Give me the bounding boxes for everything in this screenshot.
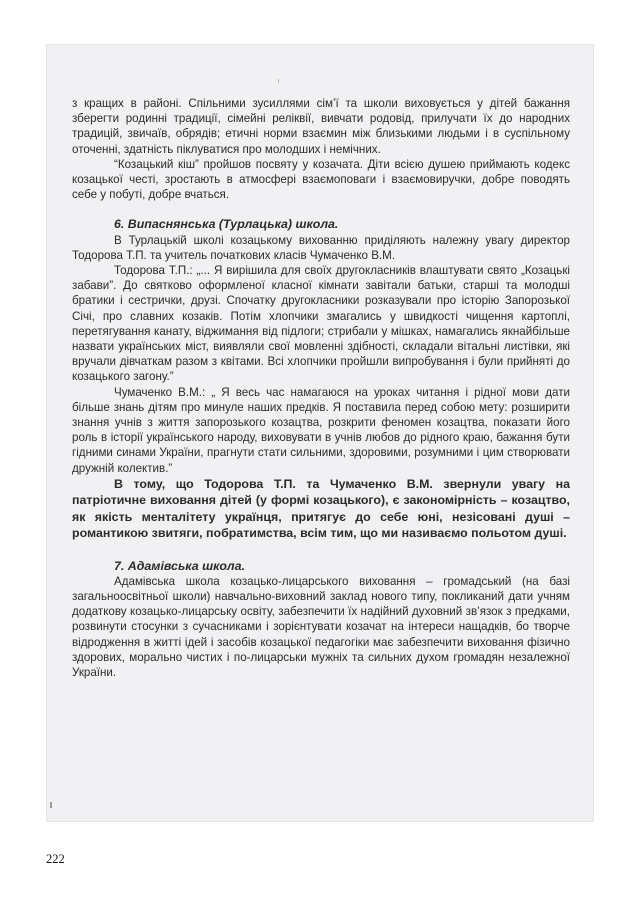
paragraph-todorova-quote: Тодорова Т.П.: „... Я вирішила для своїх другокласників влаштувати свято „Козацькі забави”. До святково оформленої класної кімнати завітали батьки, старші та молодші братики і сестрички, друзі. Спочатку другокласники розказували про історію Запорозької Січі, про славних козаків. Потім хлопчики змагались у швидкості чищення картоплі, перетягування канату, віджимання від підлоги; стрибали у мішках, намагались якнайбільше назвати українських міст, виявляли свої мовленні здібності, складали вітальні листівки, які вручали дівчаткам разом з квітами. Всі хлопчики пройшли випробування і були прийняті до козацького загону.” — [72, 264, 570, 384]
scan-artifact — [278, 79, 279, 83]
paragraph-adamivska: Адамівська школа козацько-лицарського виховання – громадський (на базі загальноосвітньої школи) навчально-виховний заклад нового типу, покликаний дати учням додаткову козацько-лицарську освіту, забезпечити їх надійний духовний зв’язок з предками, розвинути стосунки з сучасниками і зорієнтувати козачат на інтереси нащадків, бо творче відродження в житті ідей і засобів козацької педагогіки має забезпечити виховання фізично здорових, морально чистих і по-лицарськи мужніх та сильних духом громадян незалежної України. — [72, 574, 570, 679]
section-heading-vypasnianska: 6. Випаснянська (Турлацька) школа. — [114, 217, 339, 232]
scan-artifact-mark — [50, 802, 52, 808]
paragraph-turlatska: В Турлацькій школі козацькому вихованню приділяють належну увагу директор Тодорова Т.П. та учитель початкових класів Чумаченко В.М. — [72, 233, 570, 262]
section-heading-adamivska: 7. Адамівська школа. — [114, 558, 245, 573]
paragraph-intro: з кращих в районі. Спільними зусиллями сім’ї та школи виховується у дітей бажання зберегти родинні традиції, сімейні реліквії, вивчати родовід, прилучати їх до народних традицій, звичаїв, обрядів; етичні норми взаємин між близькими людьми і в суспільному оточенні, здатність піклуватися про молодших і немічних. — [72, 97, 570, 156]
paragraph-kozatskyi-kish: “Козацький кіш” пройшов посвяту у козачата. Діти всією душею приймають кодекс козацької честі, зростають в атмосфері взаємоповаги і взаємовиручки, добре поводять себе у побуті, добре вчаться. — [72, 157, 570, 202]
page-number: 222 — [46, 852, 65, 866]
paragraph-chumachenko-quote: Чумаченко В.М.: „ Я весь час намагаюся на уроках читання і рідної мови дати більше знань дітям про минуле наших предків. Я поставила перед собою мету: розширити знання учнів з життя запорозького козацтва, розкрити феномен козацтва, показати його роль в історії українського народу, виховувати в учнів любов до рідного краю, бажання бути гідними синами України, прагнути стати сильними, здоровими, розумними і цим створювати дружній колектив.” — [72, 385, 570, 475]
body-text — [72, 96, 570, 680]
paragraph-conclusion-bold: В тому, що Тодорова Т.П. та Чумаченко В.М. звернули увагу на патріотичне виховання дітей (у формі козацького), є закономірність – козацтво, як якість менталітету українця, притягує до себе юні, незісовані душі – романтикою звитяги, побратимства, всім тим, що ми називаємо польотом душі. — [72, 476, 570, 541]
